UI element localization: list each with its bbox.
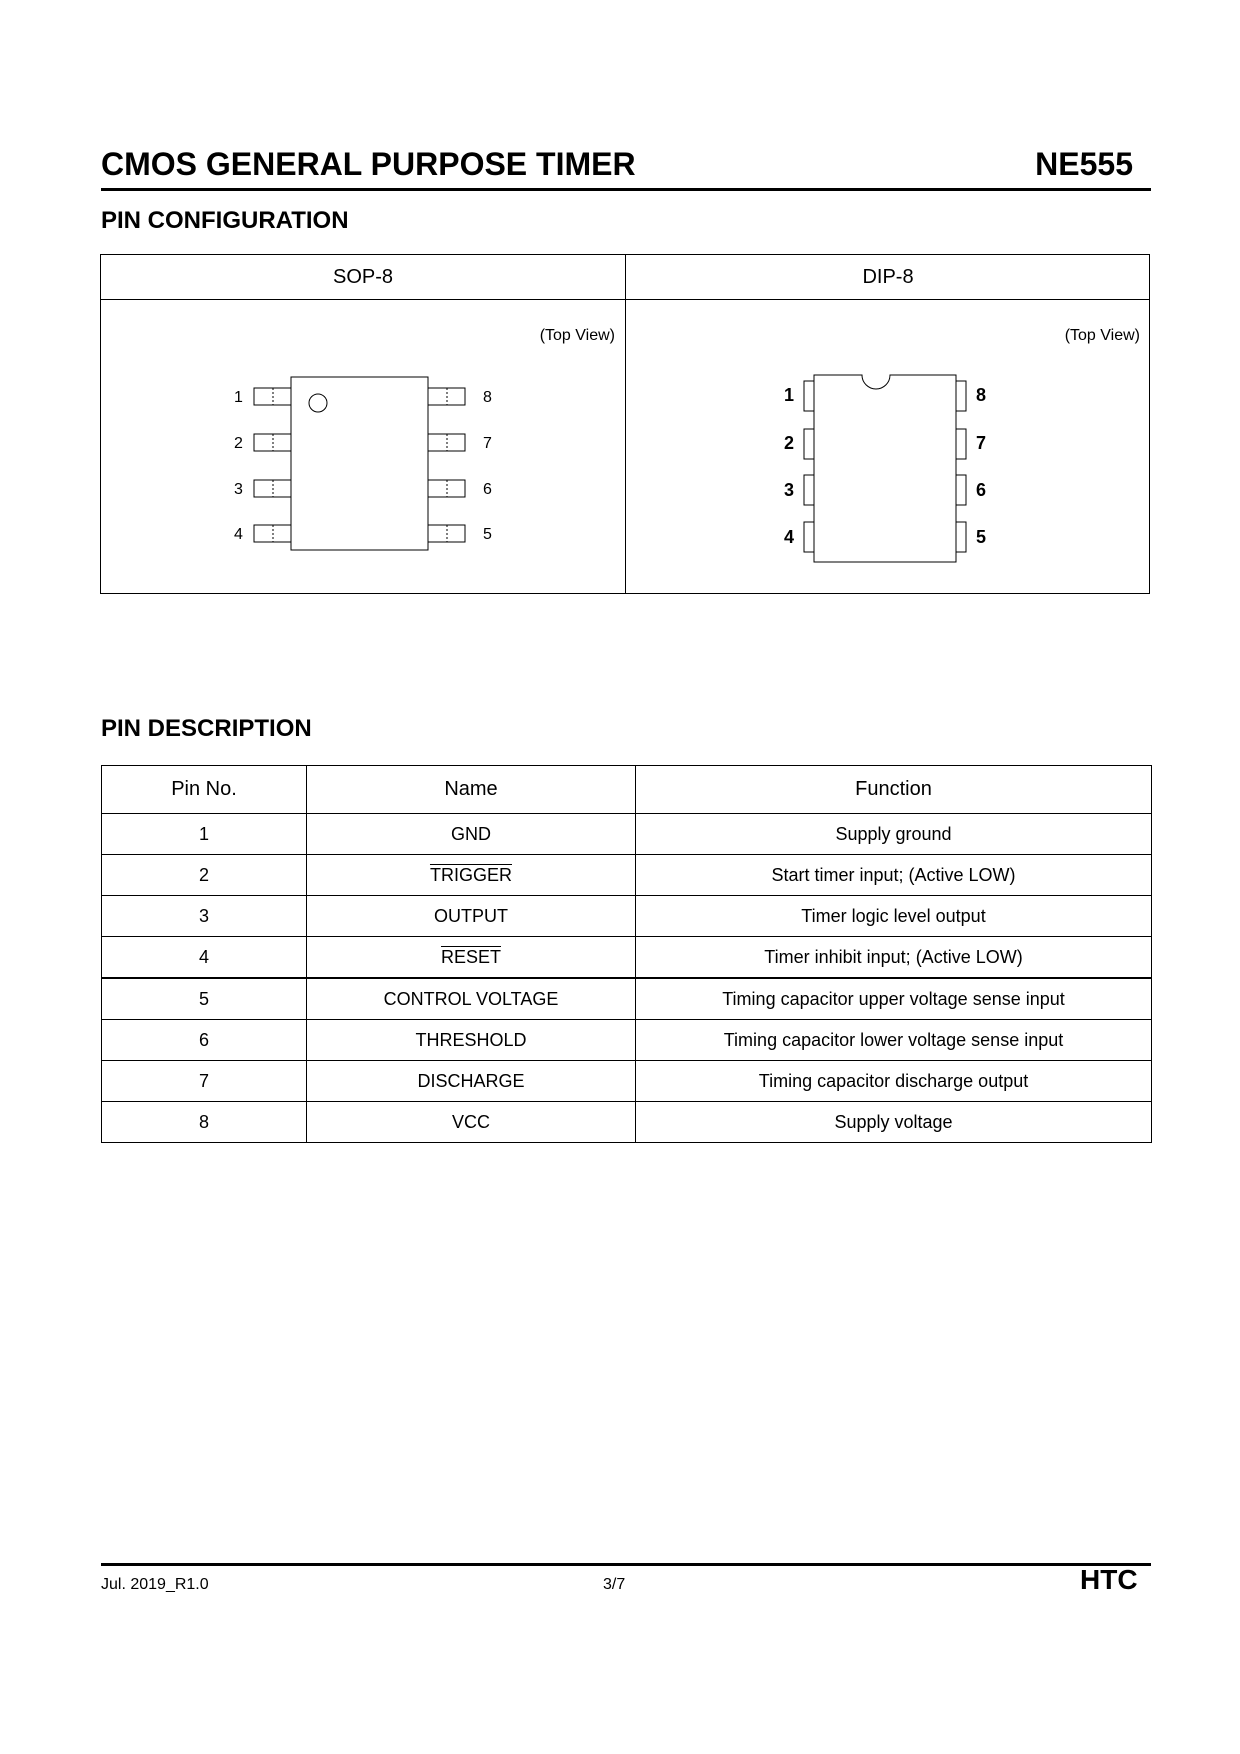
dip8-top-view-label: (Top View) xyxy=(1064,327,1140,344)
pin-name-cell: THRESHOLD xyxy=(307,1020,636,1061)
pin-function-cell: Supply ground xyxy=(636,814,1152,855)
table-row xyxy=(102,1020,1152,1061)
sop8-package-name: SOP-8 xyxy=(101,255,625,300)
sop8-pin-label: 3 xyxy=(234,481,243,498)
dip8-left-leads xyxy=(804,381,814,552)
pin-number-cell: 3 xyxy=(102,896,307,937)
document-title: CMOS GENERAL PURPOSE TIMER xyxy=(101,146,636,182)
part-number: NE555 xyxy=(1035,146,1133,182)
dip8-package-panel xyxy=(626,255,1150,593)
sop8-pin-label: 6 xyxy=(483,481,492,498)
table-row xyxy=(102,978,1152,1020)
pin-description-table xyxy=(101,765,1152,1143)
pin-name-cell xyxy=(307,937,636,979)
table-header-row xyxy=(102,766,1152,814)
dip8-pin-label: 8 xyxy=(976,385,987,405)
column-header-pin-no: Pin No. xyxy=(102,766,307,814)
dip8-pin-label: 4 xyxy=(784,527,795,547)
dip8-pin-label: 7 xyxy=(976,433,987,453)
sop8-pin-label: 4 xyxy=(234,526,243,543)
table-row xyxy=(102,1102,1152,1143)
table-row xyxy=(102,855,1152,896)
dip8-body xyxy=(814,375,956,562)
dip8-package-diagram xyxy=(626,255,1150,593)
pin-number-cell: 5 xyxy=(102,978,307,1020)
sop8-top-view-label: (Top View) xyxy=(539,327,615,344)
pin-number-cell: 7 xyxy=(102,1061,307,1102)
pin-configuration-heading: PIN CONFIGURATION xyxy=(101,207,349,234)
pin-number-cell: 1 xyxy=(102,814,307,855)
sop8-pin1-marker xyxy=(309,394,327,412)
pin-function-cell: Timer inhibit input; (Active LOW) xyxy=(636,937,1152,979)
sop8-pin-label: 5 xyxy=(483,526,492,543)
sop8-package-panel xyxy=(101,255,626,593)
pin-name-cell: OUTPUT xyxy=(307,896,636,937)
footer-divider xyxy=(101,1563,1151,1566)
pin-number-cell: 8 xyxy=(102,1102,307,1143)
table-row xyxy=(102,1061,1152,1102)
footer-page-number: 3/7 xyxy=(603,1576,626,1593)
dip8-pin-label: 3 xyxy=(784,480,795,500)
dip8-pin-label: 1 xyxy=(784,385,795,405)
table-row xyxy=(102,896,1152,937)
sop8-pin-label: 2 xyxy=(234,435,243,452)
pin-configuration-box xyxy=(100,254,1150,594)
pin-name-cell: DISCHARGE xyxy=(307,1061,636,1102)
table-row xyxy=(102,937,1152,979)
pin-name-cell: GND xyxy=(307,814,636,855)
active-low-pin-name: RESET xyxy=(440,946,501,967)
pin-number-cell: 4 xyxy=(102,937,307,979)
pin-function-cell: Timing capacitor lower voltage sense input xyxy=(636,1020,1152,1061)
pin-function-cell: Start timer input; (Active LOW) xyxy=(636,855,1152,896)
footer-revision: Jul. 2019_R1.0 xyxy=(101,1576,209,1593)
sop8-body xyxy=(291,377,428,550)
pin-number-cell: 6 xyxy=(102,1020,307,1061)
document-header xyxy=(101,146,1151,191)
column-header-name: Name xyxy=(307,766,636,814)
sop8-pin-label: 7 xyxy=(483,435,492,452)
pin-function-cell: Timer logic level output xyxy=(636,896,1152,937)
pin-name-cell: VCC xyxy=(307,1102,636,1143)
sop8-pin-label: 1 xyxy=(234,389,243,406)
dip8-pin-label: 5 xyxy=(976,527,987,547)
dip8-right-leads xyxy=(956,381,966,552)
pin-name-cell xyxy=(307,855,636,896)
table-row xyxy=(102,814,1152,855)
dip8-pin-label: 2 xyxy=(784,433,795,453)
footer-brand-logo: HTC xyxy=(1080,1564,1138,1595)
sop8-right-leads xyxy=(428,388,465,542)
sop8-pin-label: 8 xyxy=(483,389,492,406)
pin-function-cell: Supply voltage xyxy=(636,1102,1152,1143)
pin-number-cell: 2 xyxy=(102,855,307,896)
dip8-pin-label: 6 xyxy=(976,480,987,500)
active-low-pin-name: TRIGGER xyxy=(429,864,512,885)
pin-name-cell: CONTROL VOLTAGE xyxy=(307,978,636,1020)
dip8-package-name: DIP-8 xyxy=(626,255,1150,300)
pin-function-cell: Timing capacitor upper voltage sense input xyxy=(636,978,1152,1020)
column-header-function: Function xyxy=(636,766,1152,814)
sop8-left-leads xyxy=(254,388,291,542)
sop8-package-diagram xyxy=(101,255,625,593)
pin-function-cell: Timing capacitor discharge output xyxy=(636,1061,1152,1102)
pin-description-heading: PIN DESCRIPTION xyxy=(101,715,312,742)
